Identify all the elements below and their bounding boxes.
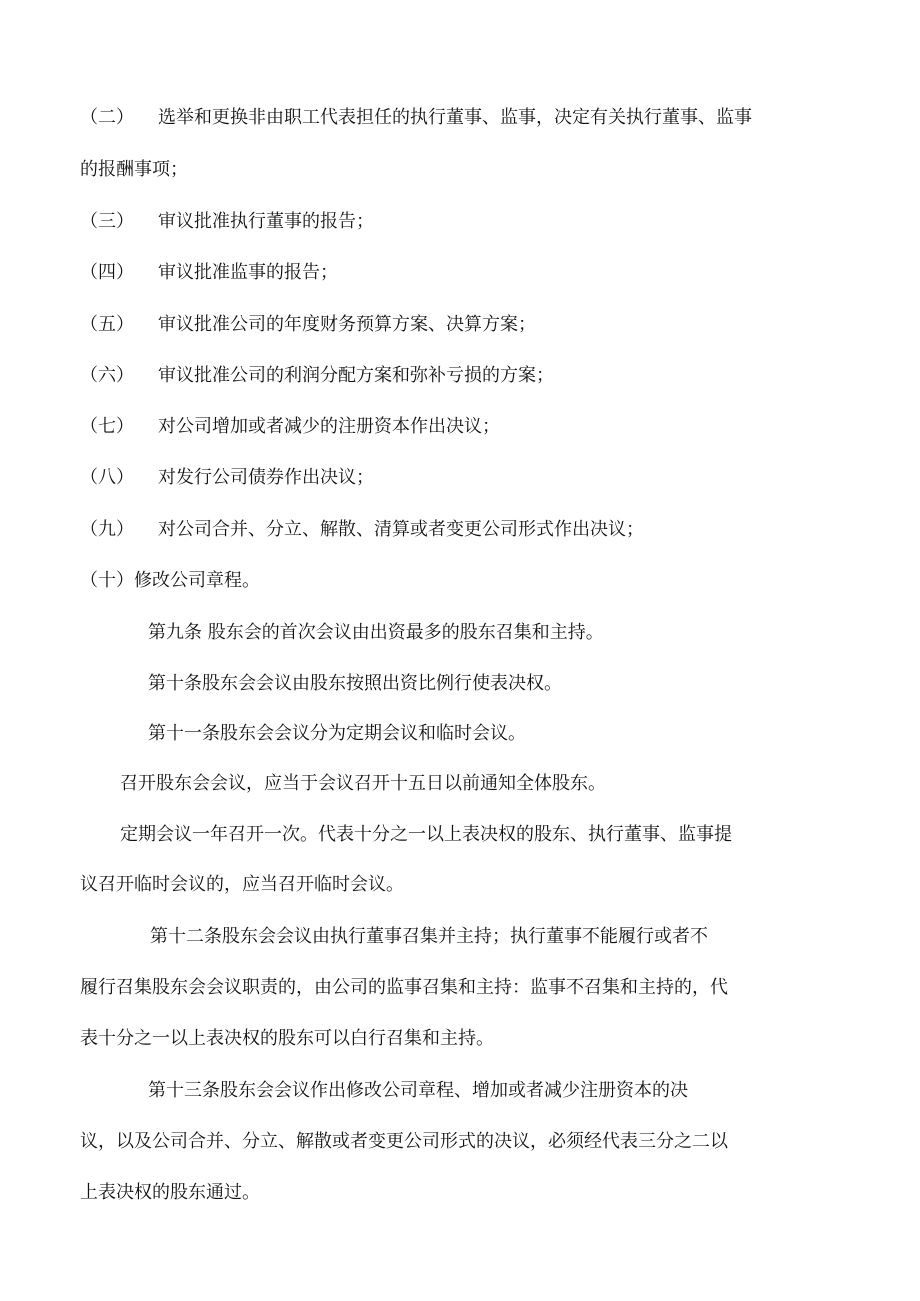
article-13-cont-1: 议，以及公司合并、分立、解散或者变更公司形式的决议，必须经代表三分之二以 [80, 1131, 728, 1152]
item-number: （四） [80, 262, 134, 283]
item-number: （八） [80, 467, 134, 488]
item-number: （六） [80, 365, 134, 386]
item-number: （五） [80, 314, 134, 335]
item-text: 修改公司章程。 [134, 570, 260, 591]
item-text: 对公司合并、分立、解散、清算或者变更公司形式作出决议； [158, 519, 644, 540]
item-text: 的报酬事项； [80, 159, 188, 180]
article-11-paragraph-2: 召开股东会会议，应当于会议召开十五日以前通知全体股东。 [120, 773, 606, 794]
item-text: 选举和更换非由职工代表担任的执行董事、监事，决定有关执行董事、监事 [158, 107, 752, 128]
list-item [80, 569, 260, 593]
list-item [80, 106, 752, 130]
article-12-cont-1: 履行召集股东会会议职责的，由公司的监事召集和主持：监事不召集和主持的，代 [80, 977, 728, 998]
article-9: 第九条 股东会的首次会议由出资最多的股东召集和主持。 [148, 622, 604, 643]
item-number: （三） [80, 211, 134, 232]
list-item [80, 466, 374, 490]
list-item [80, 518, 644, 542]
list-item [80, 364, 554, 388]
article-13-cont-2: 上表决权的股东通过。 [80, 1182, 260, 1203]
list-item [80, 313, 536, 337]
article-13: 第十三条股东会会议作出修改公司章程、增加或者减少注册资本的决 [148, 1080, 688, 1101]
item-number: （十） [80, 570, 134, 591]
item-text: 对发行公司债券作出决议； [158, 467, 374, 488]
item-text: 审议批准执行董事的报告； [158, 211, 374, 232]
article-11-paragraph-3-cont: 议召开临时会议的，应当召开临时会议。 [80, 874, 404, 895]
item-number: （七） [80, 416, 134, 437]
item-number: （九） [80, 519, 134, 540]
list-item-continuation [80, 158, 188, 182]
item-number: （二） [80, 107, 134, 128]
article-12-cont-2: 表十分之一以上表决权的股东可以白行召集和主持。 [80, 1028, 494, 1049]
item-text: 审议批准公司的利润分配方案和弥补亏损的方案； [158, 365, 554, 386]
article-11-paragraph-3: 定期会议一年召开一次。代表十分之一以上表决权的股东、执行董事、监事提 [120, 824, 732, 845]
item-text: 对公司增加或者减少的注册资本作出决议； [158, 416, 500, 437]
article-11: 第十一条股东会会议分为定期会议和临时会议。 [148, 723, 526, 744]
article-10: 第十条股东会会议由股东按照出资比例行使表决权。 [148, 673, 562, 694]
article-12: 第十二条股东会会议由执行董事召集并主持；执行董事不能履行或者不 [150, 926, 708, 947]
item-text: 审议批准公司的年度财务预算方案、决算方案； [158, 314, 536, 335]
list-item [80, 415, 500, 439]
list-item [80, 261, 338, 285]
item-text: 审议批准监事的报告； [158, 262, 338, 283]
list-item [80, 210, 374, 234]
